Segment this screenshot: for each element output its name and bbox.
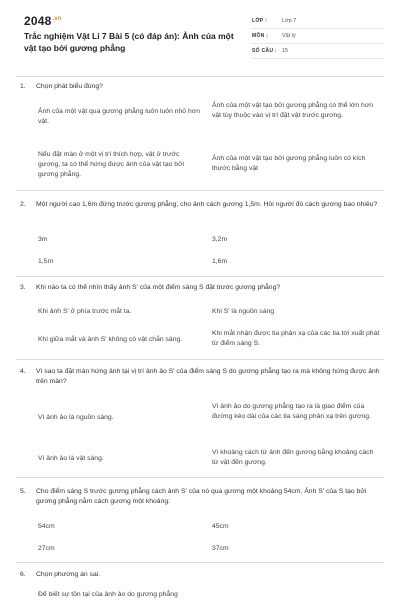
question-1: [16, 82, 384, 178]
question-number: 4.: [20, 368, 26, 375]
meta-label: LỚP :: [252, 18, 268, 24]
question-stem: [16, 367, 384, 387]
header-divider: [16, 76, 384, 77]
option-b[interactable]: 3,2m: [212, 236, 228, 243]
question-divider: [16, 359, 384, 360]
meta-value: Lớp 7: [282, 18, 297, 24]
question-divider: [16, 562, 384, 563]
question-number: 2.: [20, 201, 26, 208]
meta-row-subject: [252, 29, 384, 44]
option-c[interactable]: 27cm: [38, 545, 55, 552]
question-divider: [16, 477, 384, 478]
logo-suffix: .vn: [52, 16, 62, 22]
option-c[interactable]: 1,5m: [38, 258, 54, 265]
option-b[interactable]: 45cm: [212, 523, 229, 530]
question-number: 3.: [20, 284, 26, 291]
question-6: [16, 570, 384, 598]
question-text: Chọn phát biểu đúng?: [36, 83, 103, 90]
option-b[interactable]: Vì ảnh ảo do gương phẳng tạo ra là giao điểm của đường kéo dài của các tia sáng phản xạ trên gương.: [212, 403, 371, 420]
page-header: [0, 0, 400, 72]
question-number: 1.: [20, 83, 26, 90]
option-d[interactable]: 37cm: [212, 545, 229, 552]
option-b[interactable]: Ảnh của một vật tạo bởi gương phẳng có thể lớn hơn vật tùy thuộc vào vị trí đặt vật trước gương.: [212, 102, 374, 119]
option-a[interactable]: 54cm: [38, 523, 55, 530]
option-a[interactable]: Để biết sự tồn tại của ảnh ảo do gương phẳng: [38, 591, 178, 598]
meta-row-class: [252, 14, 384, 29]
question-number: 5.: [20, 488, 26, 495]
question-divider: [16, 190, 384, 191]
option-d[interactable]: Vì khoảng cách từ ảnh đến gương bằng khoảng cách từ vật đến gương.: [212, 449, 374, 466]
question-stem: [16, 200, 384, 210]
question-text: Cho điểm sáng S trước gương phẳng cách ảnh S' của nó qua gương một khoảng 54cm. Ảnh S' của S tạo bởi gương phẳng nằm cách gương một khoảng:: [36, 488, 367, 505]
question-2: [16, 200, 384, 265]
option-a[interactable]: Khi ảnh S' ở phía trước mắt ta.: [38, 308, 132, 315]
question-stem: [16, 570, 384, 580]
meta-label: MÔN :: [252, 33, 269, 39]
meta-row-question-count: [252, 44, 384, 59]
question-stem: [16, 82, 384, 92]
site-logo[interactable]: [24, 14, 62, 28]
option-d[interactable]: Khi mắt nhận được tia phản xạ của các tia tới xuất phát từ điểm sáng S.: [212, 330, 380, 347]
question-number: 6.: [20, 571, 26, 578]
option-d[interactable]: 1,6m: [212, 258, 228, 265]
option-a[interactable]: Vì ảnh ảo là nguồn sáng.: [38, 414, 114, 421]
question-5: [16, 487, 384, 552]
option-a[interactable]: 3m: [38, 236, 48, 243]
document-title: Trắc nghiệm Vật Lí 7 Bài 5 (có đáp án): Ảnh của một vật tạo bởi gương phẳng: [24, 31, 234, 53]
option-c[interactable]: Khi giữa mắt và ảnh S' không có vật chắn sáng.: [38, 336, 183, 343]
option-b[interactable]: Khi S' là nguồn sáng: [212, 308, 275, 315]
option-c[interactable]: Nếu đặt màn ở một vị trí thích hợp, vật ở trước gương, ta có thể hứng được ảnh của vật tạo bởi gương phẳng.: [38, 151, 185, 178]
meta-value: 15: [282, 48, 289, 54]
question-text: Chọn phương án sai.: [36, 571, 101, 578]
logo-text: 2048: [24, 14, 52, 28]
meta-value: Vật lý: [282, 33, 296, 39]
question-stem: [16, 283, 384, 293]
document-meta: [252, 14, 384, 59]
question-stem: [16, 487, 384, 507]
question-text: Khi nào ta có thể nhìn thấy ảnh S' của một điểm sáng S đặt trước gương phẳng?: [36, 284, 281, 291]
option-d[interactable]: Ảnh của một vật tạo bởi gương phẳng luôn có kích thước bằng vật: [212, 155, 366, 172]
option-a[interactable]: Ảnh của một vật qua gương phẳng luôn luôn nhỏ hơn vật.: [38, 108, 200, 125]
option-c[interactable]: Vì ảnh ảo là vật sáng.: [38, 455, 104, 462]
question-3: [16, 283, 384, 347]
question-text: Một người cao 1,6m đứng trước gương phẳng, cho ảnh cách gương 1,5m. Hỏi người đó cách gương bao nhiêu?: [36, 201, 378, 208]
meta-label: SỐ CÂU :: [252, 48, 277, 54]
question-text: Vì sao ta đặt màn hứng ảnh tại vị trí ảnh ảo S' của điểm sáng S do gương phẳng tạo ra mà không hứng được ảnh trên màn?: [36, 368, 380, 385]
question-divider: [16, 276, 384, 277]
question-4: [16, 367, 384, 466]
